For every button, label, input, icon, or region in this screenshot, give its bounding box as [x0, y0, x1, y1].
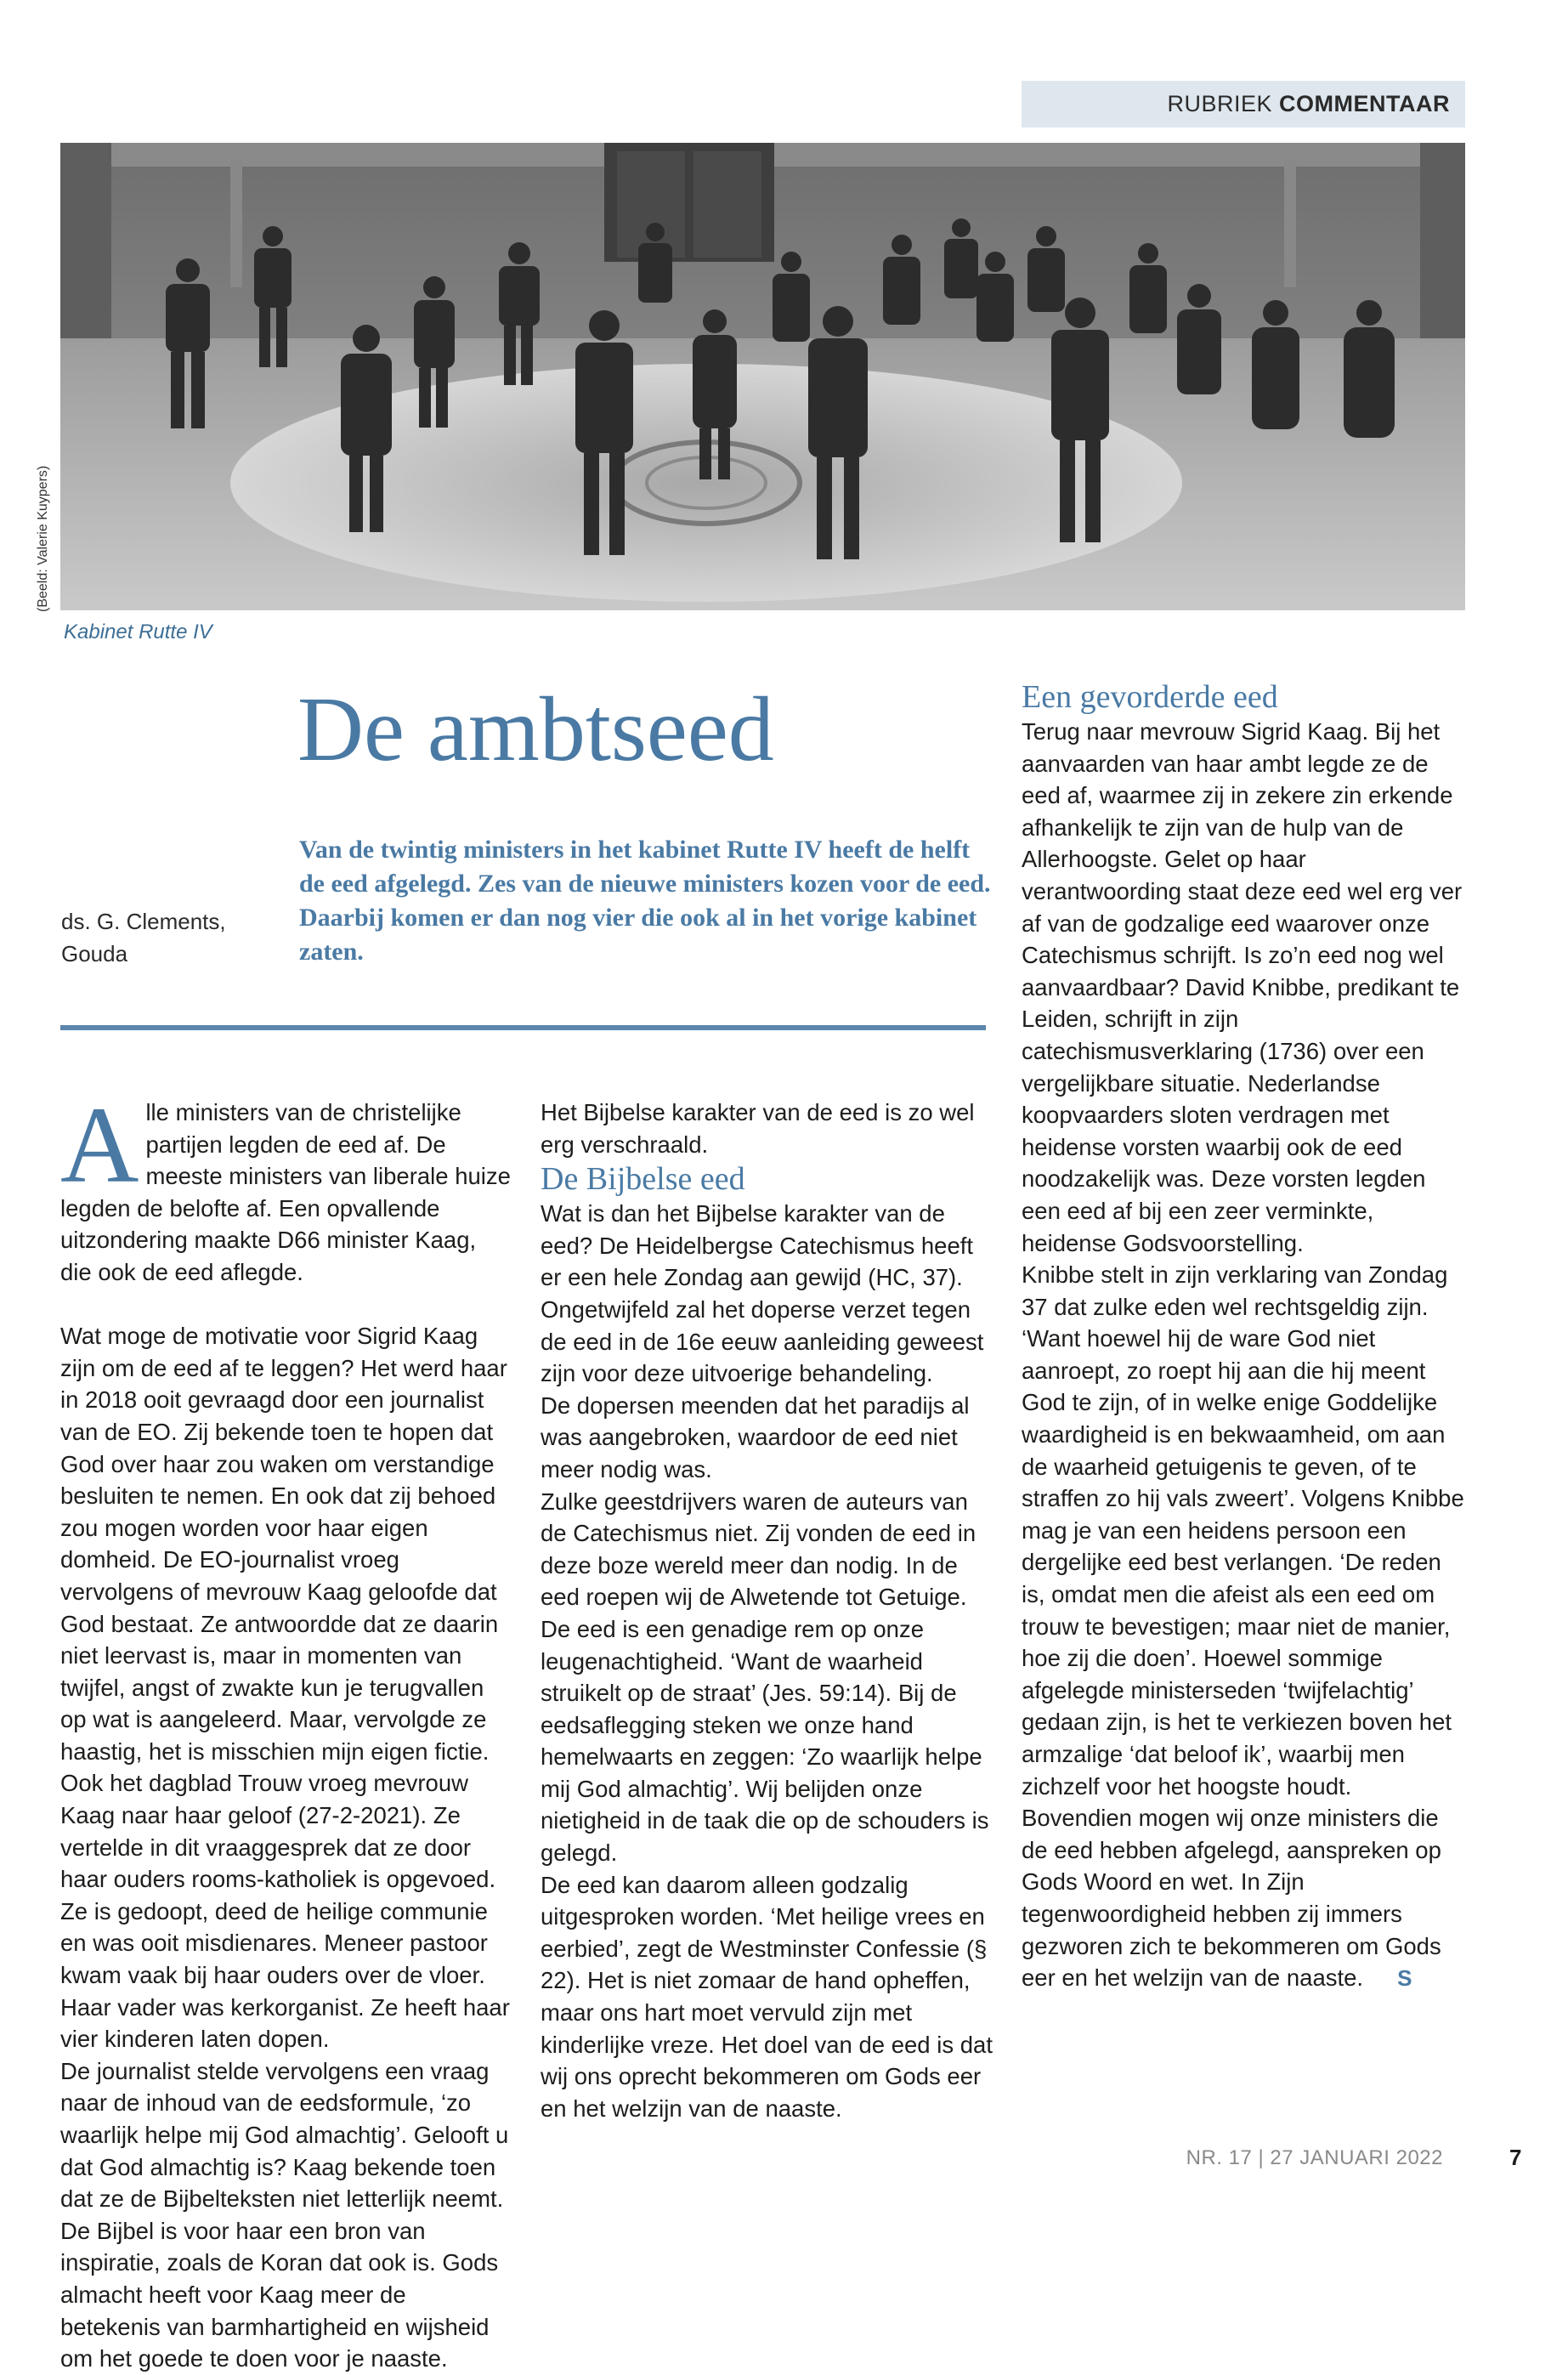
body-paragraph — [60, 1085, 511, 1289]
body-paragraph-continues: De journalist stelde vervolgens een vraag naar de inhoud van de eedsformule, ‘zo waarlijk helpe mij God almachtig’. Gelooft u dat God almachtig is? Kaag bekende toen dat ze de Bijbelteksten niet letterlijk neemt. De Bijbel is voor haar een bron van inspiratie, zoals de Koran dat ook is. Gods almacht heeft voor Kaag meer de betekenis van barmhartigheid en wijsheid om het goede te doen voor je naaste. — [60, 2057, 509, 2372]
body-paragraph: Het Bijbelse karakter van de eed is zo wel erg verschraald. — [541, 1099, 975, 1158]
body-paragraph: De dopersen meenden dat het paradijs al was aangebroken, waardoor de eed niet meer nodig was. — [541, 1392, 970, 1482]
body-paragraph: Ze is gedoopt, deed de heilige communie en was ooit misdienares. Meneer pastoor kwam vaak bij haar ouders over de vloer. Haar vader was kerkorganist. Ze heeft haar vier kinderen laten dopen. — [60, 1897, 510, 2053]
body-paragraph: Wat moge de motivatie voor Sigrid Kaag zijn om de eed af te leggen? Het werd haar in 2018 ooit gevraagd door een journalist van de EO. Zij bekende toen te hopen dat God over haar zou waken om verstandige besluiten te nemen. En ook dat zij behoed zou mogen worden voor haar eigen domheid. De EO-journalist vroeg vervolgens of mevrouw Kaag geloofde dat God bestaat. Ze antwoordde dat ze daarin niet leervast is, maar in momenten van twijfel, angst of zwakte kun je terugvallen op wat is aangeleerd. Maar, vervolgde ze haastig, het is misschien mijn eigen fictie. — [60, 1323, 507, 1765]
paragraph-text: Knibbe stelt in zijn verklaring van Zondag 37 dat zulke eden wel rechtsgeldig zijn. ‘Want hoewel hij de ware God niet aanroept, zo roept hij aan die hij meent God te zijn, of in welke enige Goddelijke waardigheid is en bekwaamheid, om aan de waarheid getuigenis te geven, of te straffen zo hij vals zweert’. Volgens Knibbe mag je van een heidens persoon een dergelijke eed best verlangen. ‘De reden is, omdat men die afeist als een eed om trouw te bevestigen; maar niet de manier, hoe zij die doen’. Hoewel sommige afgelegde ministerseden ‘twijfelachtig’ gedaan zijn, is het te verkiezen boven het armzalige ‘dat beloof ik’, waarbij men zichzelf voor het hoogste houdt. Bovendien mogen wij onze ministers die de eed hebben afgelegd, aanspreken op Gods Woord en wet. In Zijn tegenwoordigheid hebben zij immers gezworen zich te bekommeren om Gods eer en het welzijn van de naaste. — [1022, 1261, 1464, 1992]
body-paragraph: Ook het dagblad Trouw vroeg mevrouw Kaag naar haar geloof (27-2-2021). Ze vertelde in dit vraaggesprek dat ze door haar ouders rooms-katholiek is opgevoed. — [60, 1770, 496, 1893]
photo-caption: Kabinet Rutte IV — [64, 621, 212, 643]
column-2 — [541, 1097, 993, 2124]
body-paragraph: Terug naar mevrouw Sigrid Kaag. Bij het aanvaarden van haar ambt legde ze de eed af, waarmee zij in zekere zin erkende afhankelijk te zijn van de hulp van de Allerhoogste. Gelet op haar verantwoording staat deze eed wel erg ver af van de godzalige eed waarover onze Catechismus schrijft. Is zo’n eed nog wel aanvaardbaar? David Knibbe, predikant te Leiden, schrijft in zijn catechismusverklaring (1736) over een vergelijkbare situatie. Nederlandse koopvaarders sloten verdragen met heidense vorsten waarbij ook de eed noodzakelijk was. Deze vorsten legden een eed af bij een zeer verminkte, heidense Godsvoorstelling. — [1022, 718, 1463, 1256]
body-paragraph: Wat is dan het Bijbelse karakter van de eed? De Heidelbergse Catechismus heeft er een hele Zondag aan gewijd (HC, 37). Ongetwijfeld zal het doperse verzet tegen de eed in de 16e eeuw aanleiding geweest zijn voor deze uitvoerige behandeling. — [541, 1200, 984, 1387]
body-paragraph — [1022, 1259, 1465, 1995]
body-paragraph-continues: De eed kan daarom alleen godzalig uitgesproken worden. ‘Met heilige vrees en eerbied’, zegt de Westminster Confessie (§ 22). Het is niet zomaar de hand opheffen, maar ons hart moet vervuld zijn met kinderlijke vreze. Het doel van de eed is dat wij ons oprecht bekommeren om Gods eer en het welzijn van de naaste. — [541, 1871, 993, 2122]
rubriek-header — [1022, 81, 1465, 128]
drop-cap: A — [60, 1085, 139, 1205]
subheading-bijbelse-eed: De Bijbelse eed — [541, 1161, 745, 1198]
article-title: De ambtseed — [297, 679, 774, 780]
author-name: ds. G. Clements, — [61, 909, 226, 934]
author-place: Gouda — [61, 941, 128, 966]
rubriek-label: RUBRIEK — [1167, 91, 1272, 116]
cabinet-photo — [60, 143, 1465, 610]
column-1 — [60, 1085, 511, 2375]
divider-rule — [60, 1025, 986, 1030]
issue-info: NR. 17 | 27 JANUARI 2022 — [1186, 2146, 1443, 2169]
lead-paragraph: Van de twintig ministers in het kabinet Rutte IV heeft de helft de eed afgelegd. Zes van de nieuwe ministers kozen voor de eed. Daarbij komen er dan nog vier die ook al in het vorige kabinet zaten. — [299, 836, 991, 966]
rubriek-name: COMMENTAAR — [1279, 91, 1450, 116]
photo-credit-text: (Beeld: Valerie Kuypers) — [36, 465, 50, 612]
paragraph-text: lle ministers van de christelijke partijen legden de eed af. De meeste ministers van liberale huize legden de belofte af. Een opvallende uitzondering maakte D66 minister Kaag, die ook de eed aflegde. — [60, 1099, 511, 1285]
column-3 — [1022, 678, 1465, 1995]
subheading-gevorderde-eed: Een gevorderde eed — [1022, 679, 1278, 715]
page-number: 7 — [1509, 2145, 1522, 2170]
author — [61, 905, 226, 970]
body-paragraph: Zulke geestdrijvers waren de auteurs van de Catechismus niet. Zij vonden de eed in deze boze wereld meer dan nodig. In de eed roepen wij de Alwetende tot Getuige. De eed is een genadige rem op onze leugenachtigheid. ‘Want de waarheid struikelt op de straat’ (Jes. 59:14). Bij de eedsaflegging steken we onze hand hemelwaarts en zeggen: ‘Zo waarlijk helpe mij God almachtig’. Wij belijden onze nietigheid in de taak die op de schouders is gelegd. — [541, 1488, 989, 1867]
end-mark-icon: S — [1397, 1965, 1412, 1992]
